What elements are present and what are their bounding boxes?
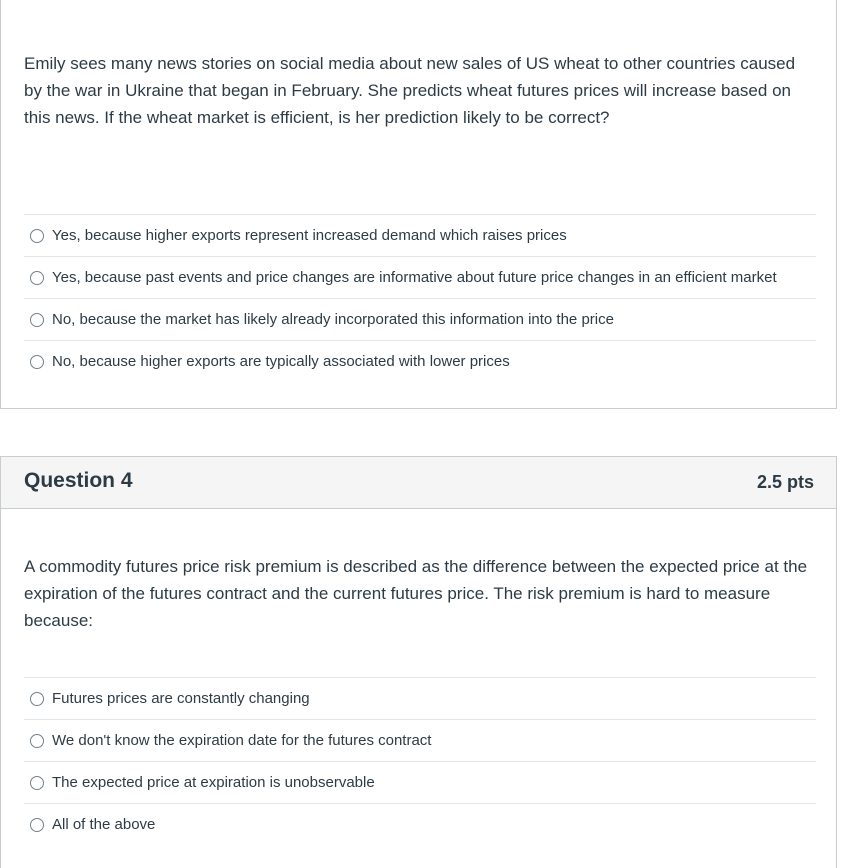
answer-label: Futures prices are constantly changing (52, 690, 310, 707)
answer-option[interactable] (24, 256, 816, 298)
radio-button[interactable] (30, 229, 44, 243)
question-card-4 (0, 456, 837, 868)
question-header (1, 457, 836, 509)
answer-label: Yes, because past events and price changes are informative about future price changes in an efficient market (52, 269, 777, 286)
question-text: A commodity futures price risk premium is described as the difference between the expected price at the expiration of the futures contract and the current futures price. The risk premium is hard to measure because: (24, 557, 808, 630)
answer-label: Yes, because higher exports represent increased demand which raises prices (52, 227, 567, 244)
radio-button[interactable] (30, 818, 44, 832)
answer-option[interactable] (24, 761, 816, 803)
answer-option[interactable] (24, 214, 816, 256)
radio-button[interactable] (30, 271, 44, 285)
answer-option[interactable] (24, 298, 816, 340)
radio-button[interactable] (30, 313, 44, 327)
answer-label: No, because the market has likely already incorporated this information into the price (52, 311, 614, 328)
answer-label: All of the above (52, 816, 156, 833)
answer-option[interactable] (24, 719, 816, 761)
question-card-previous (0, 0, 837, 409)
answer-option[interactable] (24, 803, 816, 845)
answer-list (24, 214, 816, 382)
question-points: 2.5 pts (756, 472, 814, 492)
radio-button[interactable] (30, 776, 44, 790)
radio-button[interactable] (30, 692, 44, 706)
question-title: Question 4 (24, 469, 133, 492)
question-text: Emily sees many news stories on social media about new sales of US wheat to other countries caused by the war in Ukraine that began in February. She predicts wheat futures prices will increase based on this news. If the wheat market is efficient, is her prediction likely to be correct? (24, 54, 796, 127)
radio-button[interactable] (30, 734, 44, 748)
radio-button[interactable] (30, 355, 44, 369)
answer-option[interactable] (24, 340, 816, 382)
answer-option[interactable] (24, 677, 816, 719)
answer-label: No, because higher exports are typically associated with lower prices (52, 353, 510, 370)
answer-label: The expected price at expiration is unobservable (52, 774, 375, 791)
answer-label: We don't know the expiration date for the futures contract (52, 732, 432, 749)
answer-list (24, 677, 816, 845)
